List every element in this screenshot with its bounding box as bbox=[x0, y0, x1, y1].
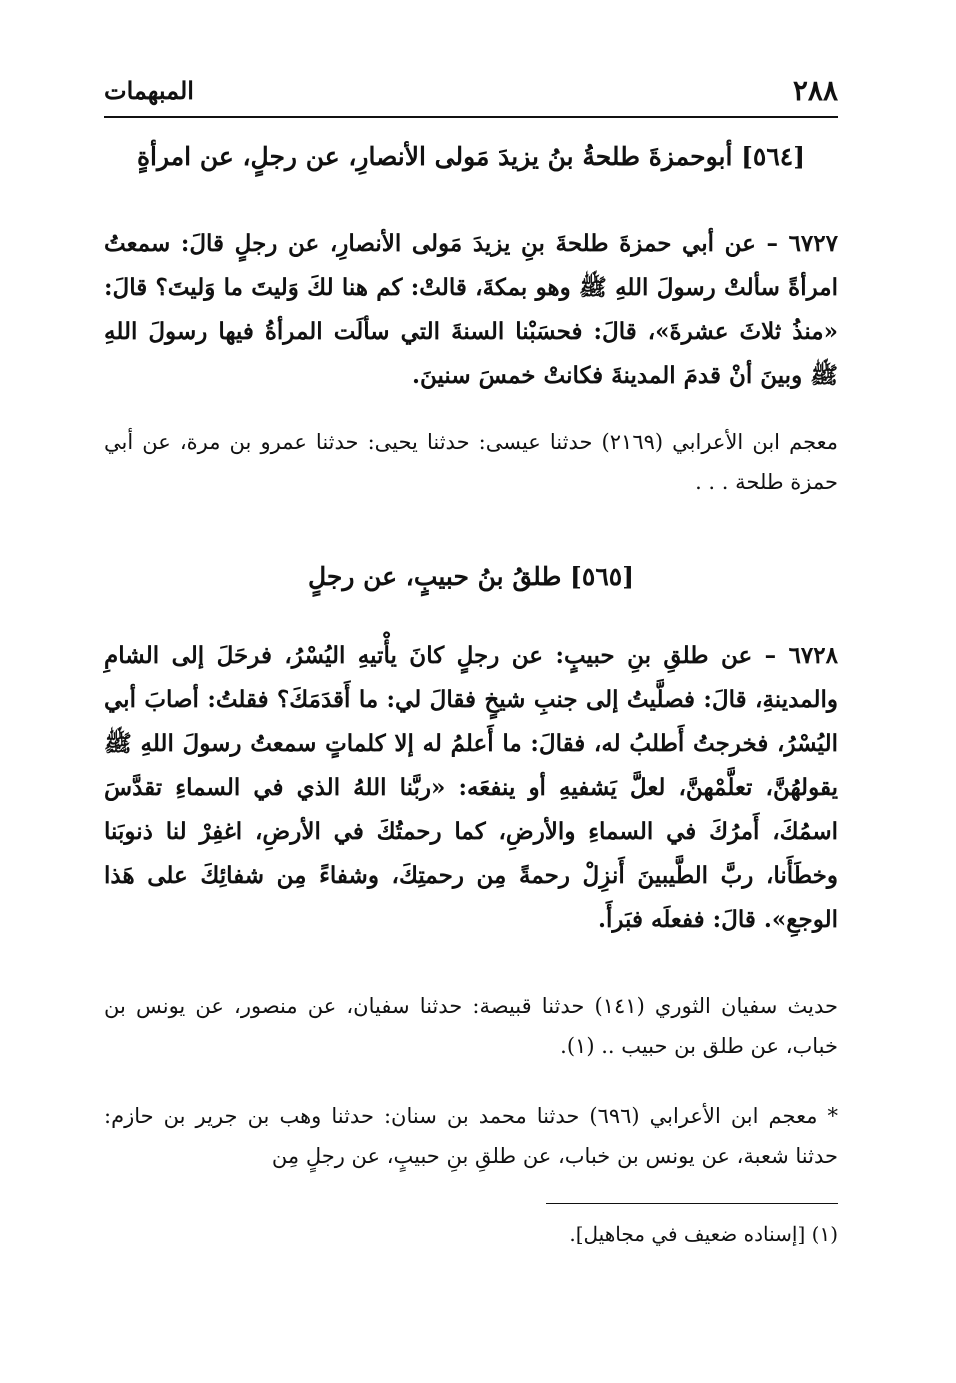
source-note-6728-a: حديث سفيان الثوري (١٤١) حدثنا قبيصة: حدثنا سفيان، عن منصور، عن يونس بن خباب، عن طلق بن حبيب .. (١). bbox=[104, 994, 838, 1058]
footnote-1: (١) [إسناده ضعيف في مجاهيل]. bbox=[569, 1222, 838, 1246]
footnote-separator bbox=[546, 1203, 838, 1204]
section-heading-564: [٥٦٤] أبوحمزةَ طلحةُ بنُ يزيدَ مَولى الأنصارِ، عن رجلٍ، عن امرأةٍ bbox=[136, 142, 806, 171]
page-number: ٢٨٨ bbox=[792, 74, 838, 107]
page-header bbox=[104, 70, 838, 114]
running-title: المبهمات bbox=[104, 76, 194, 105]
header-rule bbox=[104, 116, 838, 118]
section-heading-565: [٥٦٥] طلقُ بنُ حبيبٍ، عن رجلٍ bbox=[307, 562, 635, 591]
hadith-6727: ٦٧٢٧ – عن أبي حمزةَ طلحةَ بنِ يزيدَ مَولى الأنصارِ، عن رجلٍ قالَ: سمعتُ امرأةً سألتْ رسولَ اللهِ ﷺ وهو بمكةَ، قالتْ: كم هنا لكَ وَليتَ ما وَليتَ؟ قالَ: «منذُ ثلاثَ عشرةَ»، قالَ: فحسَبْنا السنةَ التي سألَت المرأةُ فيها رسولَ اللهِ ﷺ وبينَ أنْ قدمَ المدينةَ فكانتْ خمسَ سنينَ. bbox=[104, 230, 838, 389]
source-note-6727: معجم ابن الأعرابي (٢١٦٩) حدثنا عيسى: حدثنا يحيى: حدثنا عمرو بن مرة، عن أبي حمزة طلحة . . . bbox=[104, 430, 839, 494]
hadith-6728: ٦٧٢٨ – عن طلقِ بنِ حبيبٍ: عن رجلٍ كانَ يأْتيهِ اليُسْرُ، فرحَلَ إلى الشامِ والمدينةِ، قالَ: فصلَّيتُ إلى جنبِ شيخٍ فقالَ لي: ما أَقدَمَكَ؟ فقلتُ: أصابَ أبي اليُسْرُ، فخرجتُ أَطلبُ له، فقالَ: ما أَعلمُ له إلا كلماتٍ سمعتُ رسولَ اللهِ ﷺ يقولهُنَّ، تعلَّمْهنَّ، لعلَّ يَشفيهِ أو ينفعَه: «ربَّنا اللهُ الذي في السماءِ تقدَّسَ اسمُكَ، أَمرُكَ في السماءِ والأرضِ، كما رحمتُكَ في الأرضِ، اغفِرْ لنا ذنوبَنا وخطَأَنا، ربَّ الطَّيبينَ أَنزِلْ رحمةً مِن رحمتِكَ، وشفاءً مِن شفائِكَ على هَذا الوجعِ». قالَ: ففعلَه فبَرأَ. bbox=[104, 642, 838, 933]
source-note-6728-b: * معجم ابن الأعرابي (٦٩٦) حدثنا محمد بن سنان: حدثنا وهب بن جرير بن حازم: حدثنا شعبة، عن يونس بن خباب، عن طلقِ بنِ حبيبٍ، عن رجلٍ مِن bbox=[104, 1104, 838, 1168]
